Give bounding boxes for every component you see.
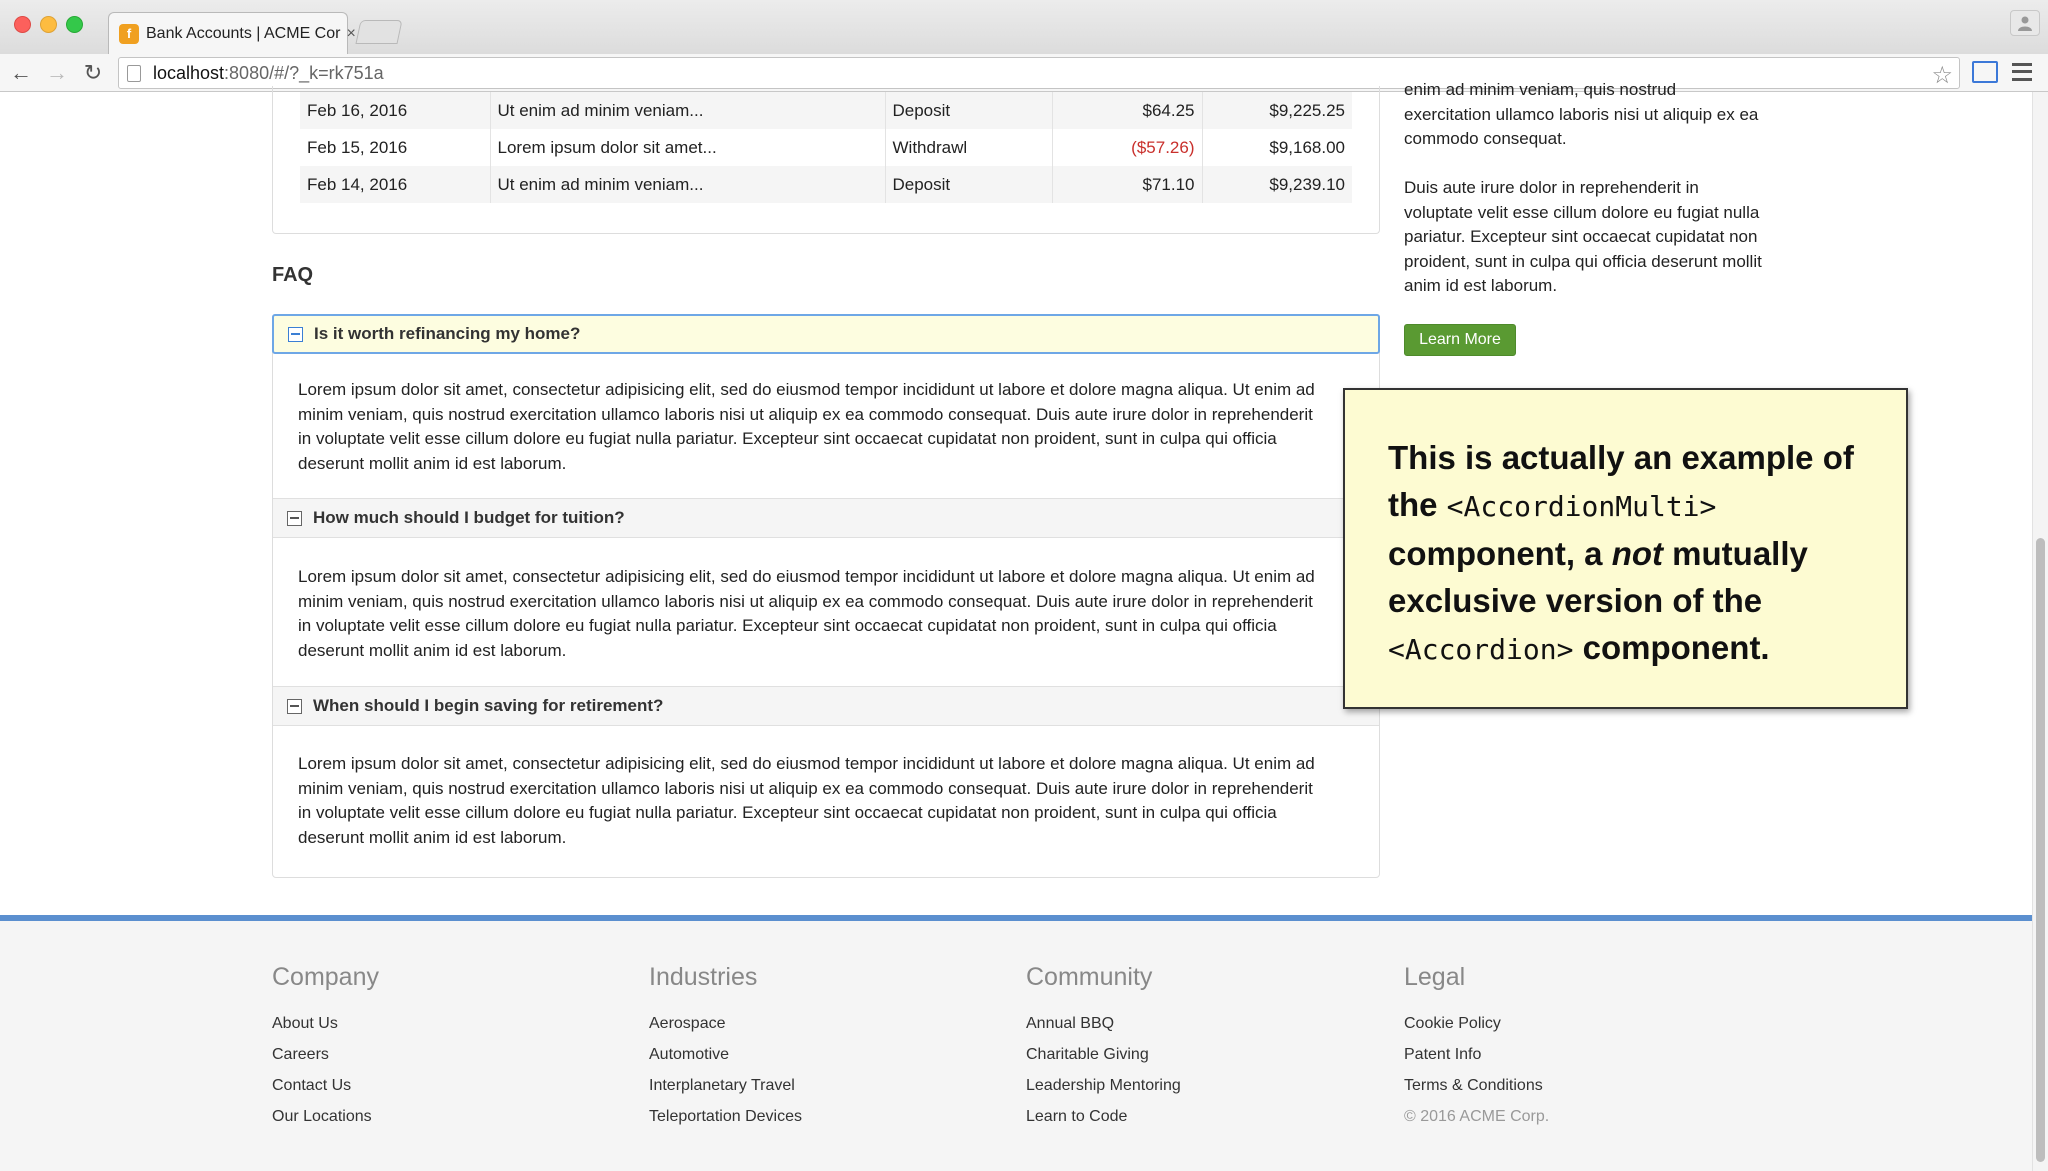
- new-tab-button[interactable]: [355, 20, 402, 44]
- cell-date: Feb 16, 2016: [300, 92, 490, 129]
- callout-text: component, a: [1388, 535, 1612, 572]
- footer-heading: Legal: [1404, 963, 1466, 991]
- table-row: [300, 166, 1352, 203]
- cell-balance: $9,225.25: [1202, 92, 1352, 129]
- copyright-text: © 2016 ACME Corp.: [1404, 1108, 1550, 1125]
- tab-title: Bank Accounts | ACME Cor: [146, 24, 341, 42]
- cell-description: Ut enim ad minim veniam...: [490, 92, 885, 129]
- footer-link[interactable]: Teleportation Devices: [649, 1108, 802, 1125]
- cell-amount: $71.10: [1052, 166, 1202, 203]
- browser-titlebar: [0, 0, 2048, 54]
- footer-link[interactable]: Patent Info: [1404, 1046, 1482, 1063]
- callout-text: component.: [1573, 629, 1770, 666]
- footer-link[interactable]: Aerospace: [649, 1015, 726, 1032]
- faq-answer: Lorem ipsum dolor sit amet, consectetur adipisicing elit, sed do eiusmod tempor incididunt ut labore et dolore magna aliqua. Ut enim ad minim veniam, quis nostrud exercitation ullamco laboris nisi ut aliquip ex ea commodo consequat. Duis aute irure dolor in reprehenderit in voluptate velit esse cillum dolore eu fugiat nulla pariatur. Excepteur sint occaecat cupidatat non proident, sunt in culpa qui officia deserunt mollit anim id est laborum.: [298, 754, 1315, 847]
- callout-code: <Accordion>: [1388, 633, 1574, 666]
- faq-question: When should I begin saving for retirement?: [313, 696, 664, 715]
- footer-column-industries: [649, 963, 802, 1132]
- faq-question: Is it worth refinancing my home?: [314, 324, 581, 343]
- collapse-icon: [287, 511, 302, 526]
- browser-tab[interactable]: [108, 12, 356, 54]
- page-viewport: [0, 80, 2048, 1171]
- cell-balance: $9,168.00: [1269, 137, 1345, 157]
- url-path: :8080/#/?_k=rk751a: [224, 62, 384, 83]
- cell-type: Deposit: [885, 92, 1052, 129]
- footer-link[interactable]: Interplanetary Travel: [649, 1077, 795, 1094]
- bookmark-star-icon[interactable]: ☆: [1931, 62, 1953, 89]
- cell-amount: $64.25: [1052, 92, 1202, 129]
- footer-link[interactable]: Annual BBQ: [1026, 1015, 1115, 1032]
- faq-divider: [273, 537, 1379, 538]
- faq-item-header[interactable]: [273, 499, 1379, 537]
- footer-link[interactable]: Automotive: [649, 1046, 730, 1063]
- favicon-icon: f: [119, 24, 139, 44]
- window-minimize-button[interactable]: [40, 16, 57, 33]
- footer-link[interactable]: Learn to Code: [1026, 1108, 1128, 1125]
- cell-date: Feb 14, 2016: [300, 166, 490, 203]
- footer-link[interactable]: Our Locations: [272, 1108, 372, 1125]
- reload-button[interactable]: ↻: [83, 60, 103, 85]
- footer-link[interactable]: Leadership Mentoring: [1026, 1077, 1181, 1094]
- table-row: [300, 129, 1352, 166]
- faq-item-header[interactable]: [272, 314, 1380, 354]
- footer-heading: Community: [1026, 963, 1153, 991]
- callout-text: This is actually an example of the: [1388, 439, 1854, 523]
- footer-link[interactable]: About Us: [272, 1015, 338, 1032]
- cell-type: Withdrawl: [885, 129, 1052, 166]
- site-footer: [0, 915, 2032, 1171]
- faq-heading: FAQ: [272, 264, 314, 286]
- transactions-table: [300, 92, 1352, 203]
- cell-date: Feb 15, 2016: [300, 129, 490, 166]
- footer-column-legal: [1404, 963, 1549, 1132]
- forward-button[interactable]: →: [46, 60, 68, 85]
- footer-heading: Company: [272, 963, 379, 991]
- footer-link[interactable]: Careers: [272, 1046, 329, 1063]
- faq-answer: Lorem ipsum dolor sit amet, consectetur adipisicing elit, sed do eiusmod tempor incididunt ut labore et dolore magna aliqua. Ut enim ad minim veniam, quis nostrud exercitation ullamco laboris nisi ut aliquip ex ea commodo consequat. Duis aute irure dolor in reprehenderit in voluptate velit esse cillum dolore eu fugiat nulla pariatur. Excepteur sint occaecat cupidatat non proident, sunt in culpa qui officia deserunt mollit anim id est laborum.: [298, 567, 1315, 660]
- table-row: [300, 92, 1352, 129]
- window-close-button[interactable]: [14, 16, 31, 33]
- cell-amount: ($57.26): [1052, 129, 1202, 166]
- person-icon: [2017, 15, 2033, 31]
- callout-note: [1343, 388, 1908, 709]
- faq-item-header[interactable]: [273, 687, 1379, 725]
- footer-link[interactable]: Cookie Policy: [1404, 1015, 1501, 1032]
- cell-description: Lorem ipsum dolor sit amet...: [490, 129, 885, 166]
- sidebar-paragraph: enim ad minim veniam, quis nostrud exercitation ullamco laboris nisi ut aliquip ex ea commodo consequat.: [1404, 80, 1759, 148]
- cell-description: Ut enim ad minim veniam...: [490, 166, 885, 203]
- footer-link[interactable]: Contact Us: [272, 1077, 352, 1094]
- footer-link[interactable]: Charitable Giving: [1026, 1046, 1149, 1063]
- footer-column-community: [1026, 963, 1181, 1132]
- collapse-icon: [288, 327, 303, 342]
- profile-button[interactable]: [2010, 10, 2040, 36]
- faq-divider: [273, 725, 1379, 726]
- faq-answer: Lorem ipsum dolor sit amet, consectetur adipisicing elit, sed do eiusmod tempor incididunt ut labore et dolore magna aliqua. Ut enim ad minim veniam, quis nostrud exercitation ullamco laboris nisi ut aliquip ex ea commodo consequat. Duis aute irure dolor in reprehenderit in voluptate velit esse cillum dolore eu fugiat nulla pariatur. Excepteur sint occaecat cupidatat non proident, sunt in culpa qui officia deserunt mollit anim id est laborum.: [298, 380, 1315, 473]
- page-scrollbar[interactable]: [2032, 92, 2048, 1171]
- tab-close-icon[interactable]: ×: [346, 24, 356, 42]
- window-maximize-button[interactable]: [66, 16, 83, 33]
- footer-link[interactable]: Terms & Conditions: [1404, 1077, 1543, 1094]
- cell-type: Deposit: [885, 166, 1052, 203]
- callout-emphasis: not: [1611, 535, 1663, 572]
- footer-column-company: [272, 963, 379, 1132]
- back-button[interactable]: ←: [10, 60, 32, 85]
- url-host: localhost: [153, 62, 225, 83]
- faq-question: How much should I budget for tuition?: [313, 508, 625, 527]
- browser-menu-icon[interactable]: [2012, 61, 2032, 83]
- callout-text: mutually exclusive version of the: [1388, 535, 1808, 619]
- collapse-icon: [287, 699, 302, 714]
- page-icon: [127, 65, 141, 82]
- cell-balance: $9,239.10: [1202, 166, 1352, 203]
- footer-heading: Industries: [649, 963, 758, 991]
- callout-code: <AccordionMulti>: [1446, 490, 1717, 523]
- cast-icon[interactable]: [1972, 61, 1998, 83]
- scrollbar-thumb[interactable]: [2036, 538, 2045, 1162]
- learn-more-button[interactable]: Learn More: [1404, 324, 1516, 356]
- sidebar-paragraph: Duis aute irure dolor in reprehenderit in voluptate velit esse cillum dolore eu fugiat nulla pariatur. Excepteur sint occaecat cupidatat non proident, sunt in culpa qui officia deserunt mollit anim id est laborum.: [1404, 178, 1762, 295]
